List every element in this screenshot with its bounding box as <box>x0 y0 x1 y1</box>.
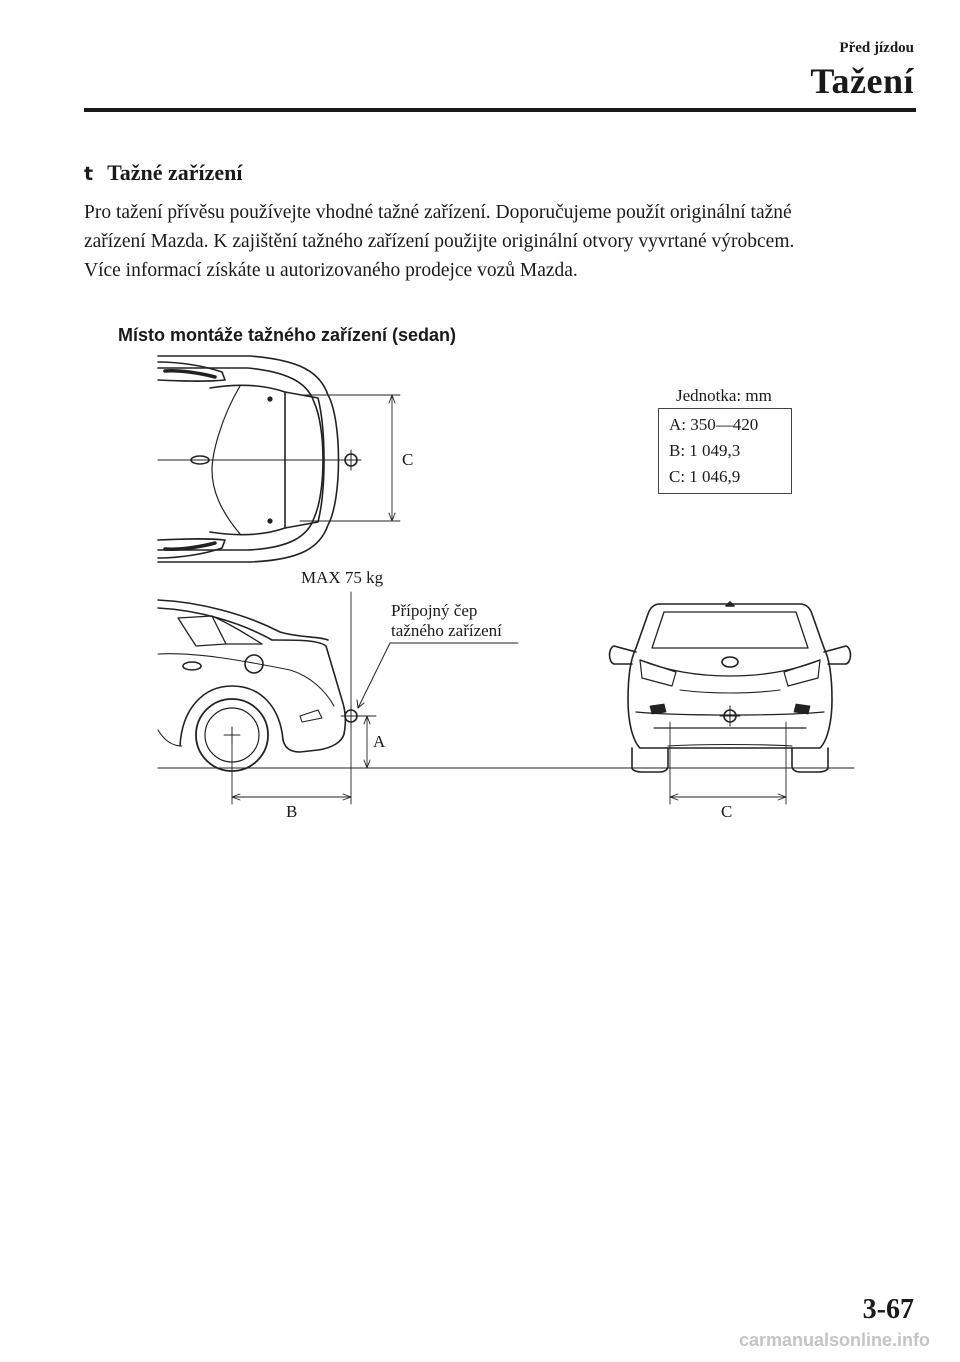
figure-title: Místo montáže tažného zařízení (sedan) <box>118 325 457 345</box>
header-chapter-title: Tažení <box>810 61 914 101</box>
section-bullet: t <box>84 163 94 185</box>
hitch-label-line1: Přípojný čep <box>391 601 478 620</box>
spec-b: B: 1 049,3 <box>669 441 741 460</box>
hitch-label-line2: tažného zařízení <box>391 621 502 640</box>
dimension-c-rear-label: C <box>721 802 733 821</box>
header-section: Před jízdou <box>839 40 914 56</box>
dimension-b-label: B <box>286 802 298 821</box>
spec-a: A: 350—420 <box>669 415 759 434</box>
car-top-view <box>158 356 400 562</box>
car-side-view <box>158 592 854 804</box>
body-line: Více informací získáte u autorizovaného prodejce vozů Mazda. <box>84 260 578 281</box>
unit-label: Jednotka: mm <box>676 386 772 405</box>
dimension-a-label: A <box>373 732 386 751</box>
body-line: Pro tažení přívěsu používejte vhodné tažné zařízení. Doporučujeme použít originální tažné <box>84 202 792 223</box>
spec-c: C: 1 046,9 <box>669 467 741 486</box>
dimension-c-top-label: C <box>402 450 414 469</box>
car-rear-view <box>610 602 851 804</box>
page-number: 3-67 <box>862 1294 914 1325</box>
dimension-spec-box <box>658 408 792 494</box>
max-load-label: MAX 75 kg <box>301 568 384 587</box>
body-line: zařízení Mazda. K zajištění tažného zařízení použijte originální otvory vyvrtané výrobcem. <box>84 231 795 252</box>
section-title: Tažné zařízení <box>107 160 243 185</box>
watermark: carmanualsonline.info <box>738 1330 930 1350</box>
